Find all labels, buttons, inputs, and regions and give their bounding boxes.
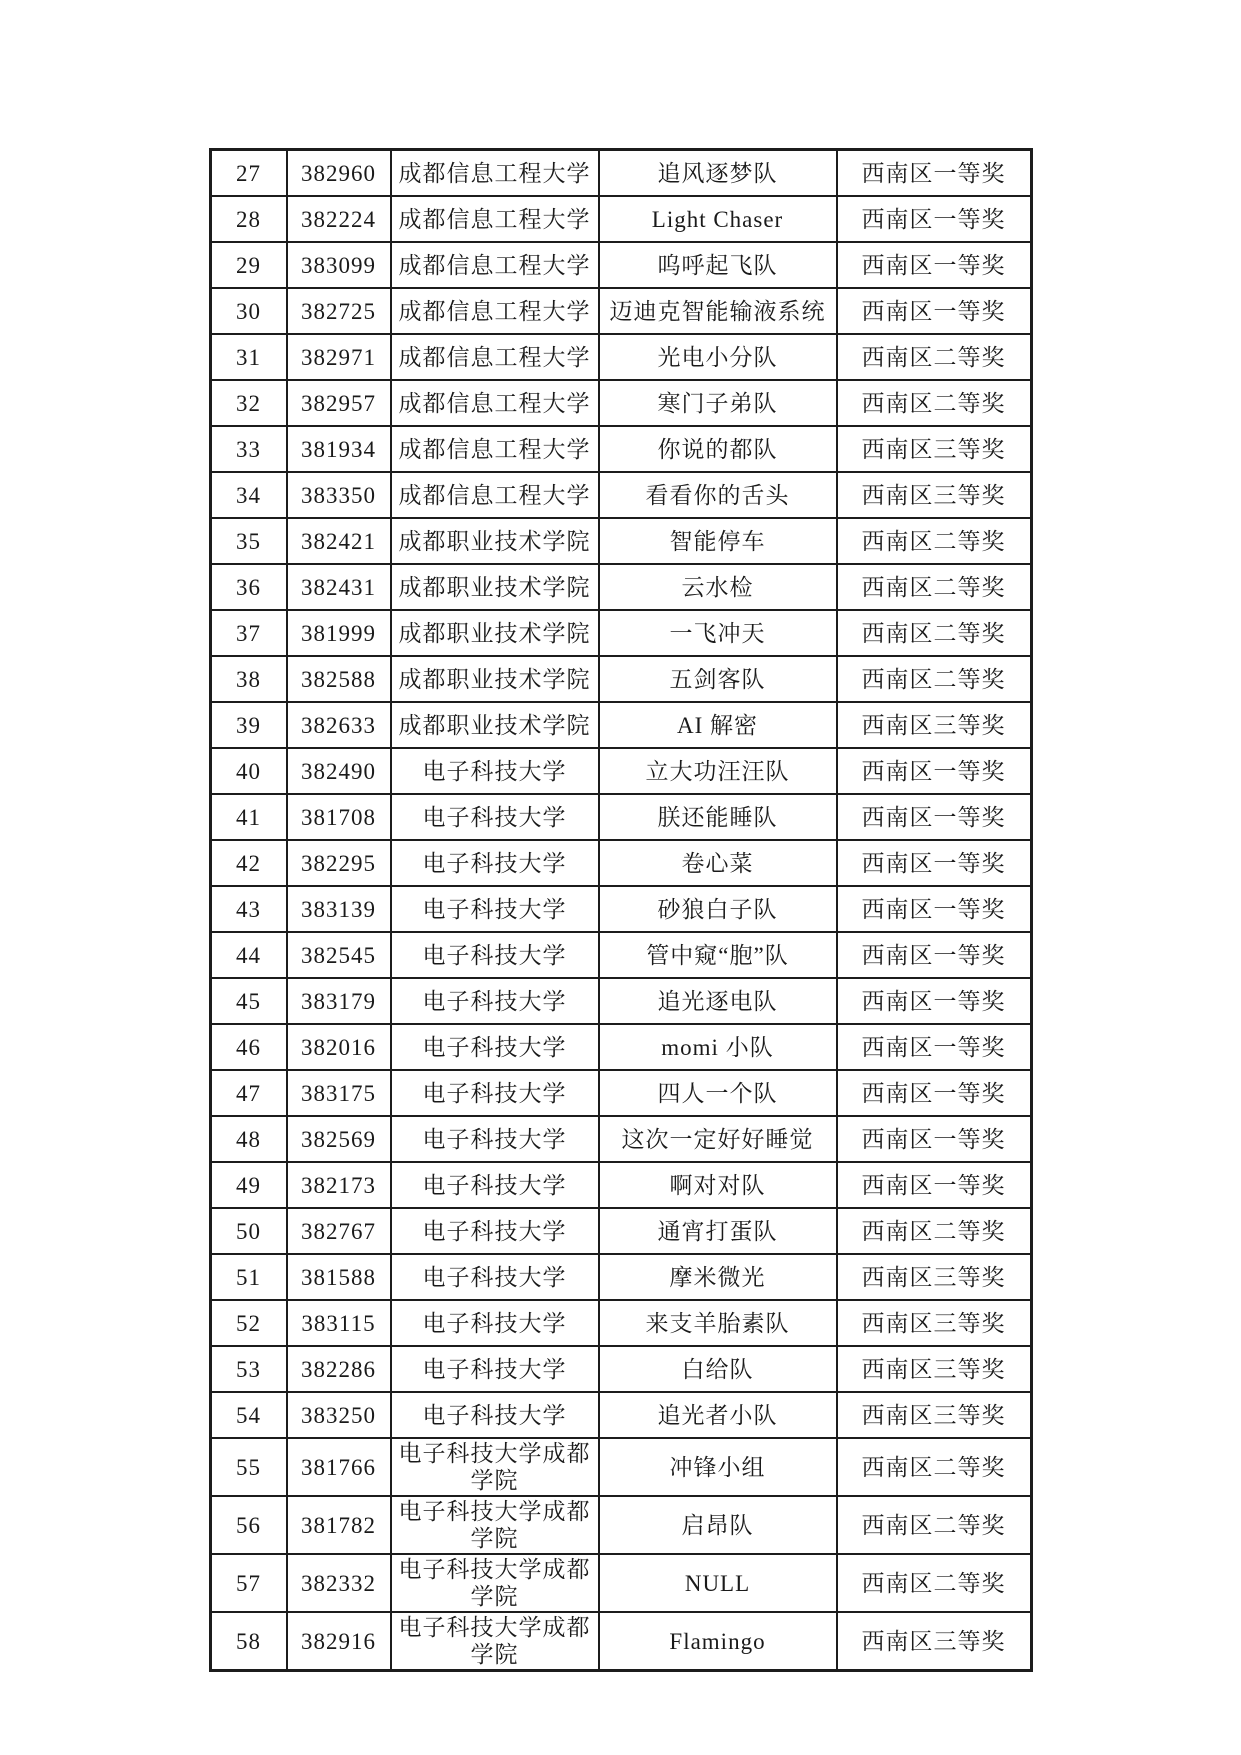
team-name-cell: 智能停车 <box>599 518 837 564</box>
team-name-cell: 管中窥“胞”队 <box>599 932 837 978</box>
school-cell: 电子科技大学 <box>391 1392 599 1438</box>
award-cell: 西南区三等奖 <box>837 1254 1032 1300</box>
award-cell: 西南区一等奖 <box>837 196 1032 242</box>
team-id-cell: 382295 <box>287 840 391 886</box>
team-id-cell: 382016 <box>287 1024 391 1070</box>
team-id-cell: 382173 <box>287 1162 391 1208</box>
team-name-cell: 光电小分队 <box>599 334 837 380</box>
team-id-cell: 382960 <box>287 150 391 197</box>
award-cell: 西南区一等奖 <box>837 794 1032 840</box>
table-row <box>210 1024 1031 1070</box>
team-name-cell: 追风逐梦队 <box>599 150 837 197</box>
school-cell: 成都信息工程大学 <box>391 150 599 197</box>
row-number-cell: 34 <box>210 472 287 518</box>
team-id-cell: 382421 <box>287 518 391 564</box>
award-cell: 西南区二等奖 <box>837 1438 1032 1496</box>
table-row <box>210 1346 1031 1392</box>
team-name-cell: momi 小队 <box>599 1024 837 1070</box>
school-cell: 电子科技大学 <box>391 1346 599 1392</box>
award-cell: 西南区二等奖 <box>837 1496 1032 1554</box>
team-name-cell: 云水检 <box>599 564 837 610</box>
team-id-cell: 382767 <box>287 1208 391 1254</box>
table-row <box>210 564 1031 610</box>
table-row <box>210 426 1031 472</box>
team-id-cell: 383250 <box>287 1392 391 1438</box>
table-row <box>210 610 1031 656</box>
team-name-cell: 这次一定好好睡觉 <box>599 1116 837 1162</box>
row-number-cell: 45 <box>210 978 287 1024</box>
row-number-cell: 32 <box>210 380 287 426</box>
team-id-cell: 382490 <box>287 748 391 794</box>
award-cell: 西南区二等奖 <box>837 610 1032 656</box>
school-cell: 成都信息工程大学 <box>391 334 599 380</box>
award-cell: 西南区一等奖 <box>837 978 1032 1024</box>
award-cell: 西南区二等奖 <box>837 656 1032 702</box>
award-cell: 西南区二等奖 <box>837 380 1032 426</box>
team-name-cell: 追光者小队 <box>599 1392 837 1438</box>
row-number-cell: 51 <box>210 1254 287 1300</box>
table-row <box>210 1438 1031 1496</box>
team-name-cell: Flamingo <box>599 1612 837 1671</box>
table-row <box>210 1496 1031 1554</box>
award-cell: 西南区三等奖 <box>837 702 1032 748</box>
school-cell: 成都信息工程大学 <box>391 288 599 334</box>
table-row <box>210 334 1031 380</box>
award-cell: 西南区二等奖 <box>837 1554 1032 1612</box>
row-number-cell: 47 <box>210 1070 287 1116</box>
row-number-cell: 55 <box>210 1438 287 1496</box>
table-row <box>210 886 1031 932</box>
row-number-cell: 52 <box>210 1300 287 1346</box>
team-id-cell: 381766 <box>287 1438 391 1496</box>
team-id-cell: 381999 <box>287 610 391 656</box>
school-cell: 成都信息工程大学 <box>391 242 599 288</box>
team-id-cell: 383350 <box>287 472 391 518</box>
team-id-cell: 382332 <box>287 1554 391 1612</box>
table-row <box>210 1612 1031 1671</box>
school-cell: 电子科技大学 <box>391 886 599 932</box>
award-cell: 西南区二等奖 <box>837 518 1032 564</box>
team-name-cell: 看看你的舌头 <box>599 472 837 518</box>
award-cell: 西南区三等奖 <box>837 1392 1032 1438</box>
school-cell: 电子科技大学 <box>391 748 599 794</box>
document-page <box>0 148 1241 1672</box>
team-id-cell: 381708 <box>287 794 391 840</box>
table-row <box>210 1162 1031 1208</box>
team-name-cell: 砂狼白子队 <box>599 886 837 932</box>
team-name-cell: Light Chaser <box>599 196 837 242</box>
team-id-cell: 382224 <box>287 196 391 242</box>
row-number-cell: 30 <box>210 288 287 334</box>
award-cell: 西南区一等奖 <box>837 932 1032 978</box>
team-name-cell: 启昂队 <box>599 1496 837 1554</box>
award-cell: 西南区一等奖 <box>837 1070 1032 1116</box>
team-name-cell: 追光逐电队 <box>599 978 837 1024</box>
table-row <box>210 656 1031 702</box>
row-number-cell: 38 <box>210 656 287 702</box>
team-id-cell: 383115 <box>287 1300 391 1346</box>
award-cell: 西南区二等奖 <box>837 564 1032 610</box>
award-cell: 西南区一等奖 <box>837 1116 1032 1162</box>
row-number-cell: 57 <box>210 1554 287 1612</box>
team-id-cell: 382569 <box>287 1116 391 1162</box>
row-number-cell: 54 <box>210 1392 287 1438</box>
award-cell: 西南区一等奖 <box>837 886 1032 932</box>
table-row <box>210 1116 1031 1162</box>
team-name-cell: 呜呼起飞队 <box>599 242 837 288</box>
school-cell: 电子科技大学 <box>391 932 599 978</box>
row-number-cell: 53 <box>210 1346 287 1392</box>
row-number-cell: 41 <box>210 794 287 840</box>
school-cell: 电子科技大学 <box>391 840 599 886</box>
team-name-cell: 迈迪克智能输液系统 <box>599 288 837 334</box>
row-number-cell: 35 <box>210 518 287 564</box>
school-cell: 电子科技大学成都学院 <box>391 1496 599 1554</box>
award-cell: 西南区三等奖 <box>837 1612 1032 1671</box>
award-cell: 西南区一等奖 <box>837 748 1032 794</box>
school-cell: 成都职业技术学院 <box>391 656 599 702</box>
school-cell: 电子科技大学 <box>391 1208 599 1254</box>
table-row <box>210 1254 1031 1300</box>
table-row <box>210 288 1031 334</box>
row-number-cell: 48 <box>210 1116 287 1162</box>
row-number-cell: 43 <box>210 886 287 932</box>
table-row <box>210 1392 1031 1438</box>
team-name-cell: 通宵打蛋队 <box>599 1208 837 1254</box>
school-cell: 成都职业技术学院 <box>391 702 599 748</box>
school-cell: 成都信息工程大学 <box>391 426 599 472</box>
award-cell: 西南区三等奖 <box>837 426 1032 472</box>
table-row <box>210 932 1031 978</box>
row-number-cell: 42 <box>210 840 287 886</box>
team-id-cell: 383175 <box>287 1070 391 1116</box>
team-name-cell: NULL <box>599 1554 837 1612</box>
awards-table <box>209 148 1033 1672</box>
team-name-cell: 来支羊胎素队 <box>599 1300 837 1346</box>
school-cell: 电子科技大学 <box>391 978 599 1024</box>
award-cell: 西南区二等奖 <box>837 1208 1032 1254</box>
team-id-cell: 382633 <box>287 702 391 748</box>
award-cell: 西南区一等奖 <box>837 242 1032 288</box>
table-row <box>210 242 1031 288</box>
team-id-cell: 383139 <box>287 886 391 932</box>
school-cell: 成都职业技术学院 <box>391 564 599 610</box>
school-cell: 电子科技大学 <box>391 794 599 840</box>
table-row <box>210 150 1031 197</box>
table-row <box>210 1554 1031 1612</box>
team-name-cell: 一飞冲天 <box>599 610 837 656</box>
team-id-cell: 382916 <box>287 1612 391 1671</box>
row-number-cell: 50 <box>210 1208 287 1254</box>
team-name-cell: 五剑客队 <box>599 656 837 702</box>
team-name-cell: 朕还能睡队 <box>599 794 837 840</box>
row-number-cell: 56 <box>210 1496 287 1554</box>
table-row <box>210 1208 1031 1254</box>
awards-table-body <box>210 150 1031 1671</box>
row-number-cell: 33 <box>210 426 287 472</box>
team-id-cell: 382957 <box>287 380 391 426</box>
team-name-cell: 四人一个队 <box>599 1070 837 1116</box>
school-cell: 成都职业技术学院 <box>391 518 599 564</box>
team-name-cell: 立大功汪汪队 <box>599 748 837 794</box>
row-number-cell: 40 <box>210 748 287 794</box>
team-id-cell: 383179 <box>287 978 391 1024</box>
row-number-cell: 36 <box>210 564 287 610</box>
team-id-cell: 382431 <box>287 564 391 610</box>
award-cell: 西南区一等奖 <box>837 840 1032 886</box>
row-number-cell: 28 <box>210 196 287 242</box>
school-cell: 电子科技大学成都学院 <box>391 1438 599 1496</box>
team-name-cell: 卷心菜 <box>599 840 837 886</box>
row-number-cell: 44 <box>210 932 287 978</box>
team-name-cell: 冲锋小组 <box>599 1438 837 1496</box>
team-id-cell: 382725 <box>287 288 391 334</box>
school-cell: 电子科技大学成都学院 <box>391 1554 599 1612</box>
table-row <box>210 1300 1031 1346</box>
team-id-cell: 382588 <box>287 656 391 702</box>
row-number-cell: 27 <box>210 150 287 197</box>
award-cell: 西南区一等奖 <box>837 1024 1032 1070</box>
table-row <box>210 196 1031 242</box>
table-row <box>210 748 1031 794</box>
row-number-cell: 29 <box>210 242 287 288</box>
team-name-cell: 摩米微光 <box>599 1254 837 1300</box>
team-name-cell: AI 解密 <box>599 702 837 748</box>
award-cell: 西南区一等奖 <box>837 288 1032 334</box>
row-number-cell: 39 <box>210 702 287 748</box>
award-cell: 西南区三等奖 <box>837 472 1032 518</box>
school-cell: 成都信息工程大学 <box>391 472 599 518</box>
team-id-cell: 383099 <box>287 242 391 288</box>
table-row <box>210 472 1031 518</box>
school-cell: 电子科技大学 <box>391 1116 599 1162</box>
table-row <box>210 1070 1031 1116</box>
team-name-cell: 寒门子弟队 <box>599 380 837 426</box>
award-cell: 西南区二等奖 <box>837 334 1032 380</box>
school-cell: 电子科技大学 <box>391 1254 599 1300</box>
team-id-cell: 381934 <box>287 426 391 472</box>
school-cell: 电子科技大学成都学院 <box>391 1612 599 1671</box>
team-name-cell: 你说的都队 <box>599 426 837 472</box>
team-id-cell: 381588 <box>287 1254 391 1300</box>
school-cell: 电子科技大学 <box>391 1162 599 1208</box>
award-cell: 西南区三等奖 <box>837 1346 1032 1392</box>
row-number-cell: 58 <box>210 1612 287 1671</box>
school-cell: 成都信息工程大学 <box>391 196 599 242</box>
school-cell: 电子科技大学 <box>391 1070 599 1116</box>
school-cell: 电子科技大学 <box>391 1300 599 1346</box>
table-row <box>210 794 1031 840</box>
team-name-cell: 白给队 <box>599 1346 837 1392</box>
award-cell: 西南区三等奖 <box>837 1300 1032 1346</box>
table-row <box>210 380 1031 426</box>
award-cell: 西南区一等奖 <box>837 150 1032 197</box>
table-row <box>210 978 1031 1024</box>
school-cell: 成都信息工程大学 <box>391 380 599 426</box>
school-cell: 成都职业技术学院 <box>391 610 599 656</box>
award-cell: 西南区一等奖 <box>837 1162 1032 1208</box>
table-row <box>210 702 1031 748</box>
row-number-cell: 46 <box>210 1024 287 1070</box>
team-id-cell: 381782 <box>287 1496 391 1554</box>
school-cell: 电子科技大学 <box>391 1024 599 1070</box>
team-name-cell: 啊对对队 <box>599 1162 837 1208</box>
table-row <box>210 840 1031 886</box>
row-number-cell: 31 <box>210 334 287 380</box>
table-row <box>210 518 1031 564</box>
team-id-cell: 382286 <box>287 1346 391 1392</box>
team-id-cell: 382971 <box>287 334 391 380</box>
team-id-cell: 382545 <box>287 932 391 978</box>
row-number-cell: 49 <box>210 1162 287 1208</box>
row-number-cell: 37 <box>210 610 287 656</box>
